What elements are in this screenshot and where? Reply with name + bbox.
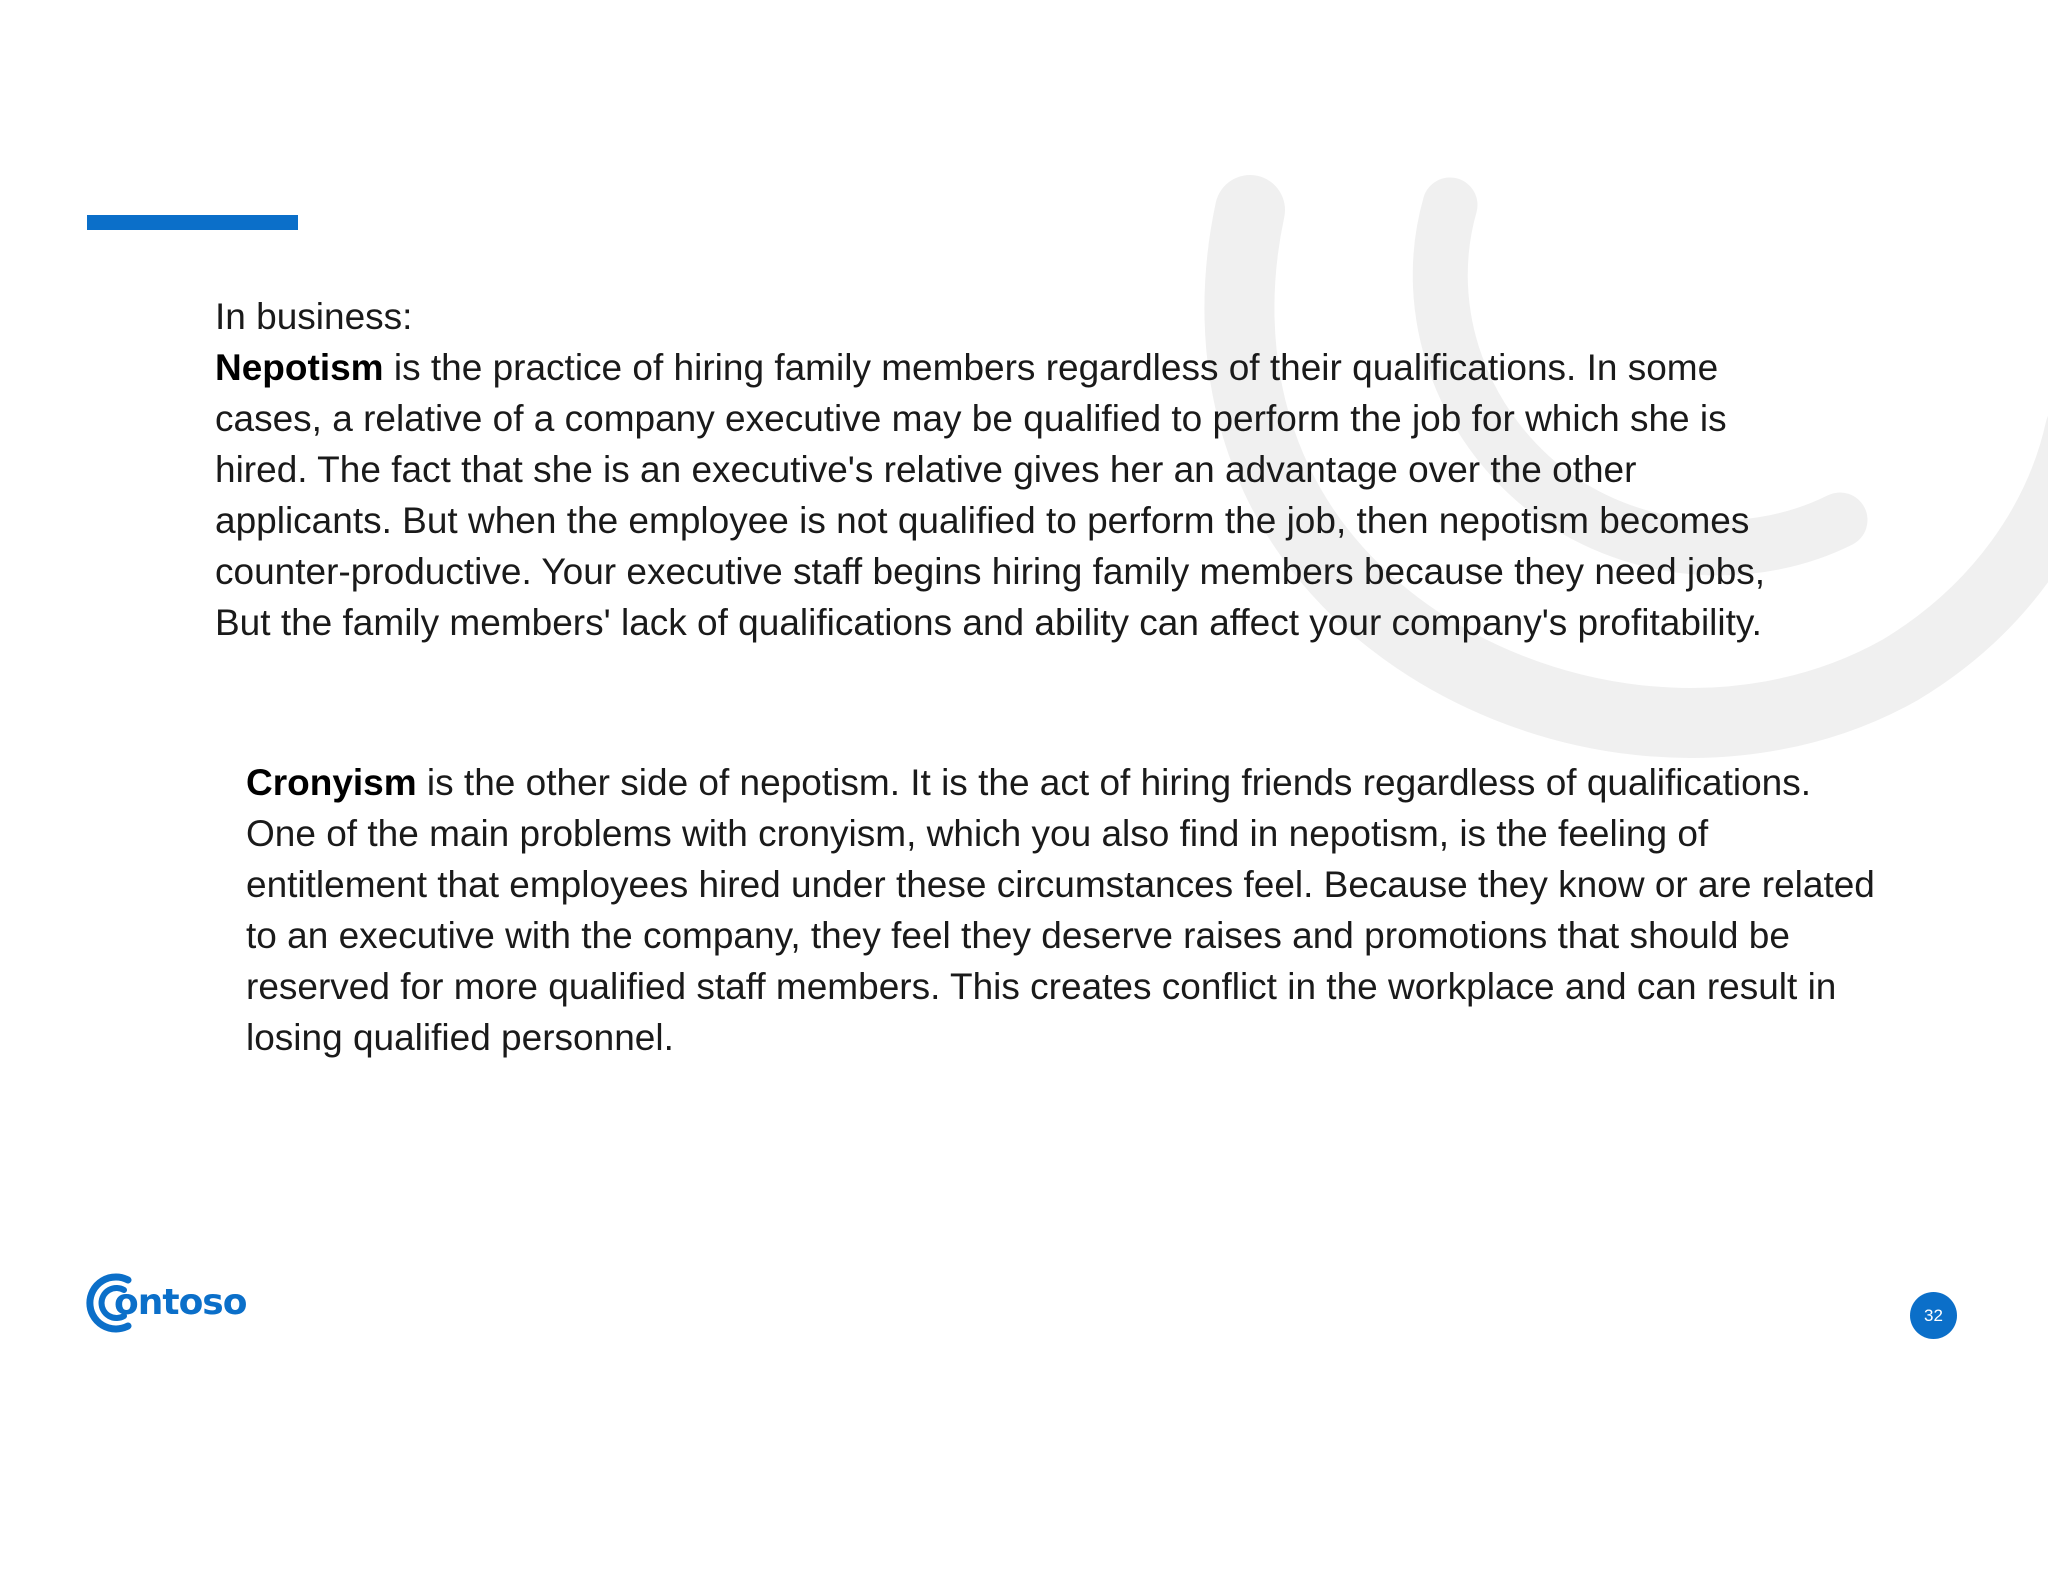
nepotism-paragraph bbox=[215, 342, 1815, 648]
body-text bbox=[215, 291, 1855, 648]
intro-text: In business: bbox=[215, 296, 413, 337]
cronyism-definition: is the other side of nepotism. It is the act of hiring friends regardless of qualifications. One of the main problems with cronyism, which you also find in nepotism, is the feeling of entitlement that employees hired under these circumstances feel. Because they know or are related to an executive with the company, they feel they deserve raises and promotions that should be reserved for more qualified staff members. This creates conflict in the workplace and can result in losing qualified personnel. bbox=[246, 762, 1875, 1058]
title-accent-bar bbox=[87, 215, 298, 230]
nepotism-definition: is the practice of hiring family members regardless of their qualifications. In some cases, a relative of a company executive may be qualified to perform the job for which she is hired. The fact that she is an executive's relative gives her an advantage over the other applicants. But when the employee is not qualified to perform the job, then nepotism becomes counter-productive. Your executive staff begins hiring family members because they need jobs, But the family members' lack of qualifications and ability can affect your company's profitability. bbox=[215, 347, 1766, 643]
cronyism-paragraph bbox=[246, 757, 1886, 1063]
cronyism-term: Cronyism bbox=[246, 762, 417, 803]
nepotism-term: Nepotism bbox=[215, 347, 384, 388]
contoso-logo bbox=[84, 1270, 264, 1336]
page-number-badge: 32 bbox=[1910, 1292, 1957, 1339]
logo-wordmark: ontoso bbox=[114, 1282, 247, 1323]
